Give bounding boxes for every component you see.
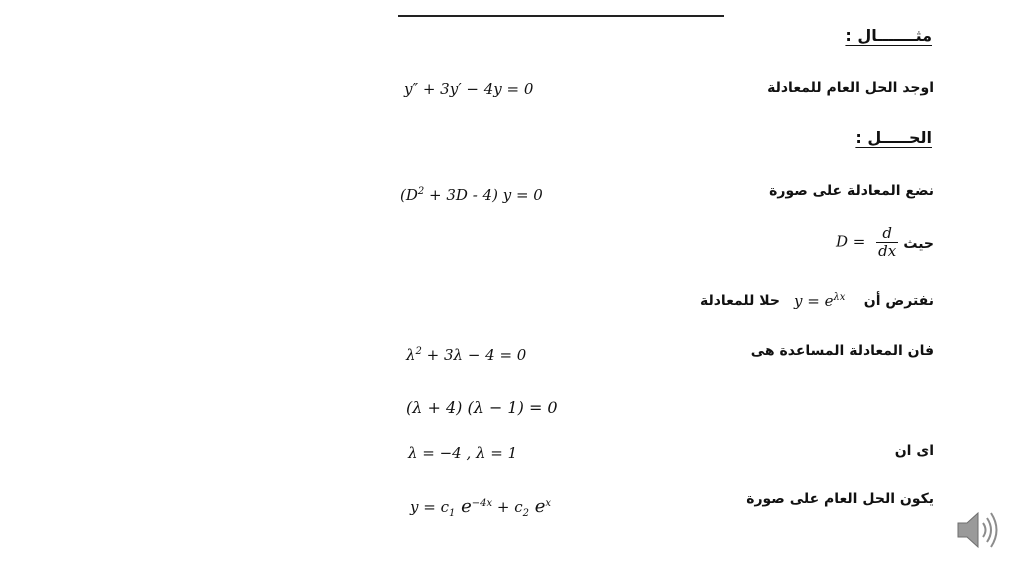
trial-solution: $y = e^{\lambda x}$	[794, 292, 846, 310]
assume-text: نفترض أن	[863, 293, 934, 309]
find-general-solution-text: اوجد الحل العام للمعادلة	[767, 80, 934, 96]
that-is-text: اى ان	[894, 443, 934, 459]
where-text: حيث	[903, 236, 934, 252]
factored-equation: (λ + 4) (λ − 1) = 0	[406, 398, 558, 417]
speaker-sound-icon[interactable]	[956, 508, 1002, 552]
d-operator-definition: D = $\frac{d}{dx}$	[836, 224, 897, 260]
auxiliary-equation-text: فان المعادلة المساعدة هى	[750, 343, 934, 359]
as-solution-text: حلا للمعادلة	[699, 293, 780, 309]
example-heading: مثـــــــال :	[845, 26, 932, 45]
auxiliary-equation: $\lambda^2 + 3\lambda - 4 = 0$	[406, 346, 527, 364]
general-solution-text: يكون الحل العام على صورة	[746, 491, 934, 507]
operator-form-text: نضع المعادلة على صورة	[769, 183, 934, 199]
roots: λ = −4 , λ = 1	[408, 444, 518, 462]
solution-heading: الحـــــل :	[855, 128, 932, 147]
operator-form-equation: $(D^2 + 3D - 4) y = 0$	[400, 186, 543, 204]
given-ode: y″ + 3y′ − 4y = 0	[404, 80, 534, 98]
general-solution: $y = c_1$ $e^{-4x} + c_2$ $e^x$	[410, 496, 552, 519]
top-rule	[398, 15, 724, 17]
d-over-dx-fraction: $\frac{d}{dx}$	[878, 224, 897, 260]
